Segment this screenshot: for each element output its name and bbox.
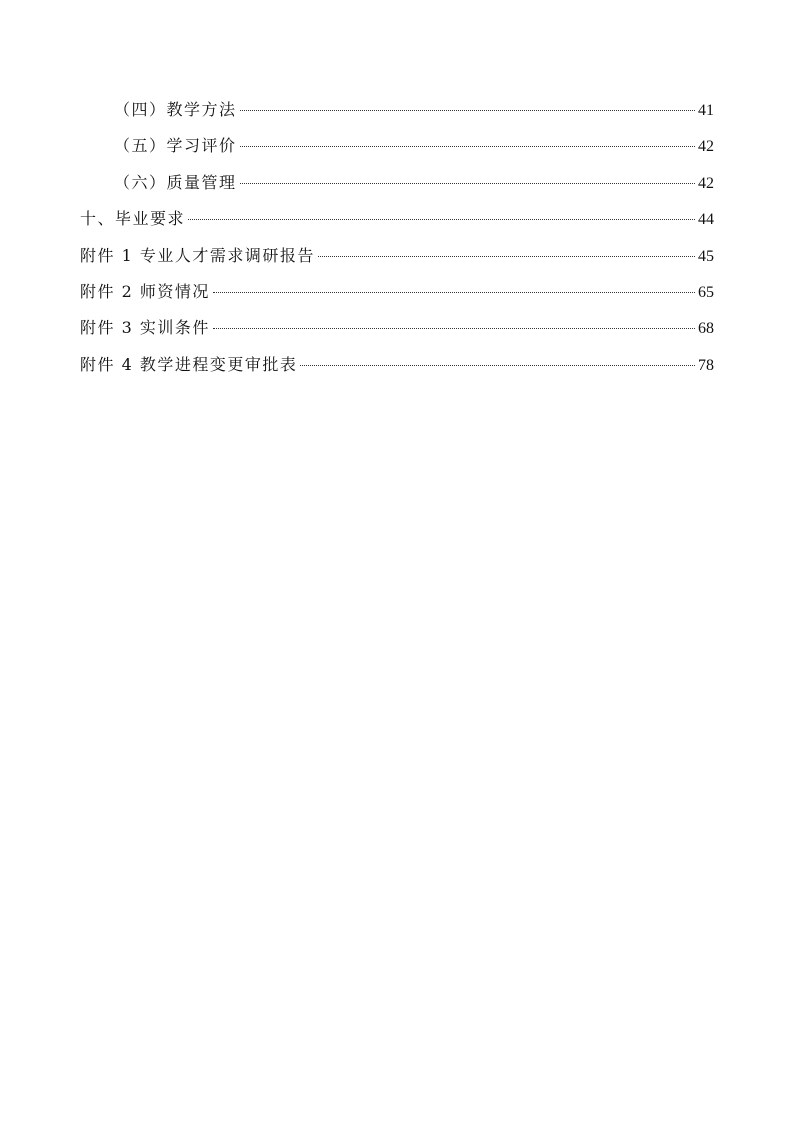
toc-entry-title: （六）质量管理: [114, 172, 237, 192]
toc-entry-page-number: 42: [698, 138, 714, 156]
toc-entry-learning-evaluation[interactable]: [80, 128, 714, 164]
toc-dot-leader: [240, 183, 695, 184]
toc-entry-page-number: 65: [698, 283, 714, 301]
toc-entry-title: （五）学习评价: [114, 136, 237, 156]
toc-dot-leader: [240, 146, 695, 147]
toc-entry-appendix-4[interactable]: [80, 347, 714, 383]
toc-entry-page-number: 44: [698, 211, 714, 229]
toc-entry-graduation-requirements[interactable]: [80, 201, 714, 237]
toc-dot-leader: [300, 365, 695, 366]
toc-entry-page-number: 45: [698, 247, 714, 265]
table-of-contents: [80, 92, 714, 383]
toc-entry-title: 附件 4 教学进程变更审批表: [80, 354, 298, 374]
toc-dot-leader: [188, 219, 695, 220]
toc-entry-teaching-methods[interactable]: [80, 92, 714, 128]
toc-entry-title: 附件 1 专业人才需求调研报告: [80, 245, 315, 265]
toc-entry-page-number: 78: [698, 356, 714, 374]
toc-entry-title: （四）教学方法: [114, 100, 237, 119]
toc-dot-leader: [240, 110, 695, 111]
toc-entry-page-number: 41: [698, 102, 714, 119]
toc-entry-quality-management[interactable]: [80, 165, 714, 201]
toc-entry-appendix-3[interactable]: [80, 310, 714, 346]
toc-entry-appendix-1[interactable]: [80, 238, 714, 274]
toc-dot-leader: [213, 292, 695, 293]
toc-dot-leader: [318, 256, 695, 257]
toc-entry-page-number: 42: [698, 174, 714, 192]
toc-dot-leader: [213, 328, 695, 329]
toc-entry-title: 十、毕业要求: [80, 209, 186, 229]
toc-entry-appendix-2[interactable]: [80, 274, 714, 310]
toc-entry-page-number: 68: [698, 320, 714, 338]
toc-entry-title: 附件 3 实训条件: [80, 318, 210, 338]
toc-entry-title: 附件 2 师资情况: [80, 281, 210, 301]
